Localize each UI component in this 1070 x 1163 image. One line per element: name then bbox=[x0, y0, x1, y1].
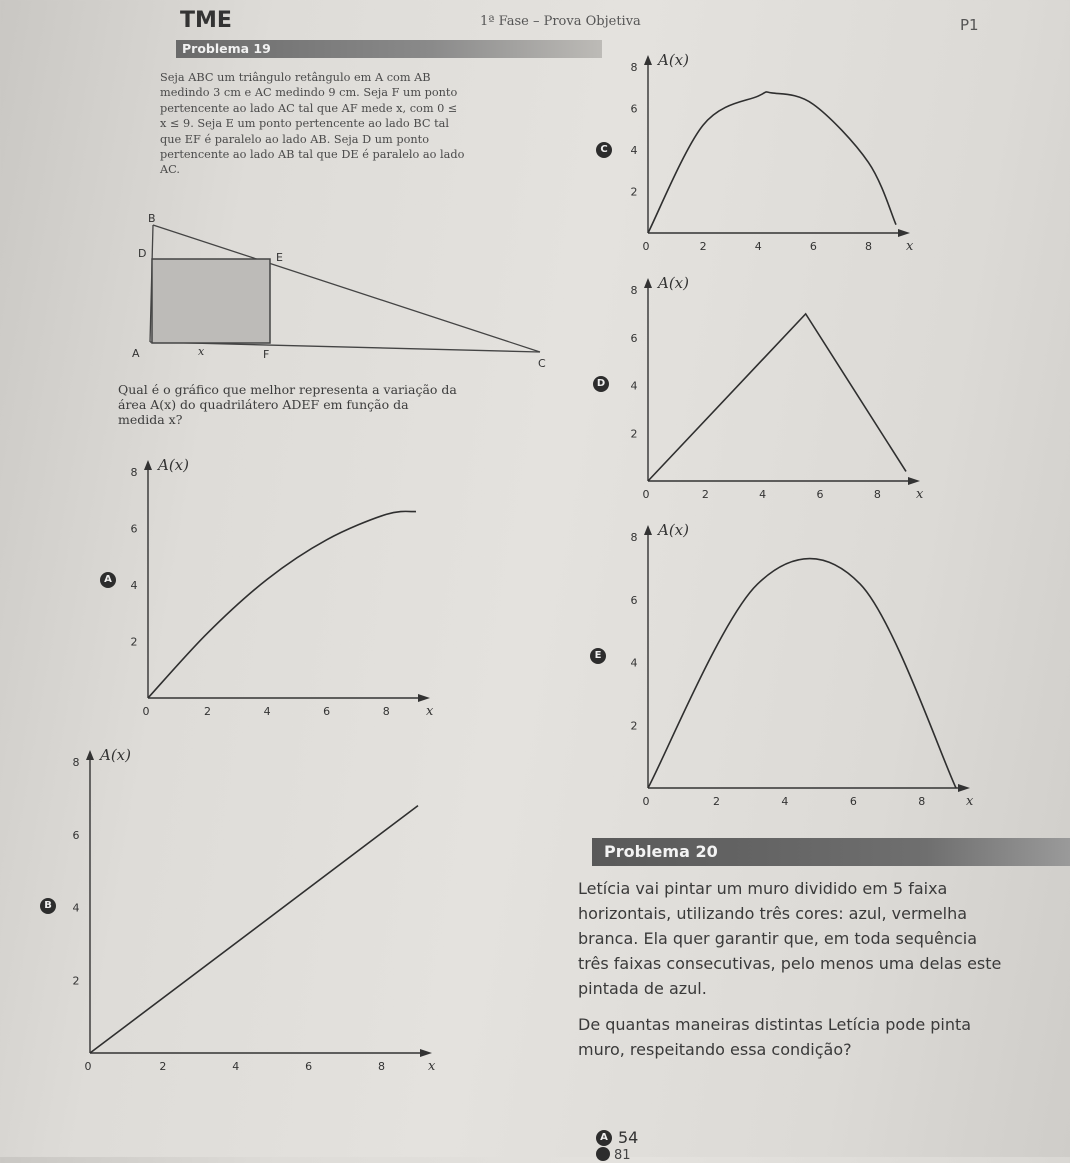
statement-line: AC. bbox=[160, 163, 180, 177]
answer-A-value[interactable]: 54 bbox=[618, 1128, 639, 1147]
y-tick-label: 8 bbox=[630, 61, 638, 74]
y-tick-label: 2 bbox=[72, 974, 80, 988]
x-axis-label: x bbox=[426, 704, 434, 719]
series-line bbox=[148, 511, 416, 698]
x-tick-label: 2 bbox=[204, 705, 212, 718]
exam-phase: 1ª Fase – Prova Objetiva bbox=[480, 14, 641, 29]
problem-20-question bbox=[578, 1012, 1058, 1062]
y-tick-label: 4 bbox=[630, 144, 638, 157]
problem-19-statement bbox=[160, 70, 555, 178]
question-line: medida x? bbox=[118, 412, 183, 427]
origin-label: 0 bbox=[642, 795, 650, 808]
page-marker: P1 bbox=[960, 16, 979, 34]
x-axis-label: x bbox=[966, 794, 974, 809]
option-badge-C[interactable]: C bbox=[596, 142, 612, 158]
label-A: A bbox=[132, 347, 140, 360]
y-tick-label: 6 bbox=[630, 102, 638, 116]
label-C: C bbox=[538, 357, 546, 370]
x-tick-label: 2 bbox=[701, 488, 709, 501]
problem-19-title: Problema 19 bbox=[176, 40, 602, 58]
answer-B-partial: 81 bbox=[584, 1147, 624, 1157]
x-tick-label: 8 bbox=[873, 488, 881, 501]
option-badge-B[interactable]: B bbox=[40, 898, 56, 914]
y-axis-arrow bbox=[86, 750, 94, 760]
x-tick-label: 8 bbox=[382, 705, 390, 718]
statement-line: pintada de azul. bbox=[578, 979, 707, 998]
statement-line: medindo 3 cm e AC medindo 9 cm. Seja F um ponto bbox=[160, 86, 458, 100]
origin-label: 0 bbox=[142, 705, 150, 718]
statement-line: Seja ABC um triângulo retângulo em A com AB bbox=[160, 71, 431, 84]
option-C-graph bbox=[620, 45, 920, 265]
series-line bbox=[90, 806, 418, 1053]
option-A-graph bbox=[120, 450, 440, 730]
school-logo-text: TME bbox=[180, 8, 232, 33]
x-axis-arrow bbox=[420, 1049, 432, 1057]
option-badge-D[interactable]: D bbox=[593, 376, 609, 392]
x-axis-arrow bbox=[418, 694, 430, 702]
label-E: E bbox=[276, 251, 283, 264]
x-tick-label: 8 bbox=[918, 795, 926, 808]
y-axis-arrow bbox=[644, 278, 652, 288]
y-tick-label: 6 bbox=[72, 828, 80, 842]
y-tick-label: 2 bbox=[130, 635, 138, 649]
y-axis-label: A(x) bbox=[658, 521, 689, 539]
y-tick-label: 4 bbox=[130, 579, 138, 592]
origin-label: 0 bbox=[642, 240, 650, 253]
origin-label: 0 bbox=[84, 1060, 92, 1073]
question-line: Qual é o gráfico que melhor representa a variação da bbox=[118, 382, 457, 397]
statement-line: que EF é paralelo ao lado AB. Seja D um ponto bbox=[160, 132, 430, 146]
option-badge-A[interactable]: A bbox=[100, 572, 116, 588]
y-tick-label: 2 bbox=[630, 719, 638, 733]
option-D-graph bbox=[620, 268, 930, 513]
x-axis-arrow bbox=[898, 229, 910, 237]
y-axis-label: A(x) bbox=[658, 51, 689, 69]
y-tick-label: 8 bbox=[630, 284, 638, 297]
label-D: D bbox=[138, 247, 147, 260]
problem-20-title: Problema 20 bbox=[592, 838, 1070, 866]
x-axis-arrow bbox=[958, 784, 970, 792]
option-E-graph bbox=[620, 515, 980, 820]
y-tick-label: 8 bbox=[72, 756, 80, 769]
y-tick-label: 4 bbox=[630, 656, 638, 670]
label-F: F bbox=[263, 348, 270, 361]
y-tick-label: 4 bbox=[72, 901, 80, 915]
quadrilateral-ADEF bbox=[152, 259, 270, 343]
x-tick-label: 6 bbox=[809, 240, 817, 253]
option-badge-E[interactable]: E bbox=[590, 648, 606, 664]
x-tick-label: 8 bbox=[378, 1060, 386, 1073]
label-B: B bbox=[148, 212, 156, 225]
x-axis-label: x bbox=[916, 487, 924, 502]
statement-line: Letícia vai pintar um muro dividido em 5 faixa bbox=[578, 879, 948, 898]
x-tick-label: 4 bbox=[232, 1060, 240, 1073]
x-tick-label: 2 bbox=[159, 1060, 167, 1073]
x-tick-label: 6 bbox=[305, 1060, 313, 1073]
statement-line: três faixas consecutivas, pelo menos uma delas este bbox=[578, 954, 1002, 973]
x-tick-label: 4 bbox=[263, 705, 271, 718]
statement-line: pertencente ao lado AC tal que AF mede x, com 0 ≤ bbox=[160, 101, 458, 115]
y-tick-label: 6 bbox=[130, 522, 138, 536]
origin-label: 0 bbox=[642, 488, 650, 501]
x-tick-label: 2 bbox=[712, 795, 720, 808]
statement-line: pertencente ao lado AB tal que DE é paralelo ao lado bbox=[160, 148, 465, 162]
question-line: muro, respeitando essa condição? bbox=[578, 1040, 852, 1059]
y-tick-label: 8 bbox=[630, 531, 638, 544]
x-tick-label: 6 bbox=[323, 705, 331, 718]
x-axis-label: x bbox=[906, 239, 914, 254]
problem-20-statement bbox=[578, 876, 1058, 1001]
series-line bbox=[648, 559, 956, 788]
x-tick-label: 4 bbox=[781, 795, 789, 808]
label-x: x bbox=[198, 345, 205, 358]
series-line bbox=[648, 92, 896, 233]
problem-19-question bbox=[118, 382, 543, 427]
x-tick-label: 2 bbox=[699, 240, 707, 253]
triangle-figure bbox=[120, 205, 560, 375]
answer-badge-A[interactable]: A bbox=[596, 1130, 612, 1146]
y-tick-label: 6 bbox=[630, 331, 638, 345]
y-axis-arrow bbox=[644, 55, 652, 65]
x-tick-label: 4 bbox=[754, 240, 762, 253]
statement-line: horizontais, utilizando três cores: azul, vermelha bbox=[578, 904, 968, 923]
x-axis-label: x bbox=[428, 1059, 436, 1074]
question-line: área A(x) do quadrilátero ADEF em função da bbox=[118, 397, 409, 412]
y-tick-label: 2 bbox=[630, 427, 638, 441]
x-tick-label: 8 bbox=[864, 240, 872, 253]
series-line bbox=[648, 314, 906, 481]
option-B-graph bbox=[62, 740, 442, 1085]
y-tick-label: 4 bbox=[630, 379, 638, 393]
x-axis-arrow bbox=[908, 477, 920, 485]
y-axis-label: A(x) bbox=[658, 274, 689, 292]
y-tick-label: 2 bbox=[630, 185, 638, 199]
statement-line: x ≤ 9. Seja E um ponto pertencente ao lado BC tal bbox=[160, 117, 449, 131]
y-axis-label: A(x) bbox=[158, 456, 189, 474]
statement-line: branca. Ela quer garantir que, em toda sequência bbox=[578, 929, 978, 948]
y-axis-arrow bbox=[144, 460, 152, 470]
x-tick-label: 6 bbox=[816, 488, 824, 501]
y-axis-arrow bbox=[644, 525, 652, 535]
y-tick-label: 6 bbox=[630, 593, 638, 607]
x-tick-label: 4 bbox=[759, 488, 767, 501]
y-tick-label: 8 bbox=[130, 466, 138, 479]
y-axis-label: A(x) bbox=[100, 746, 131, 764]
x-tick-label: 6 bbox=[849, 795, 857, 808]
question-line: De quantas maneiras distintas Letícia pode pinta bbox=[578, 1015, 972, 1034]
